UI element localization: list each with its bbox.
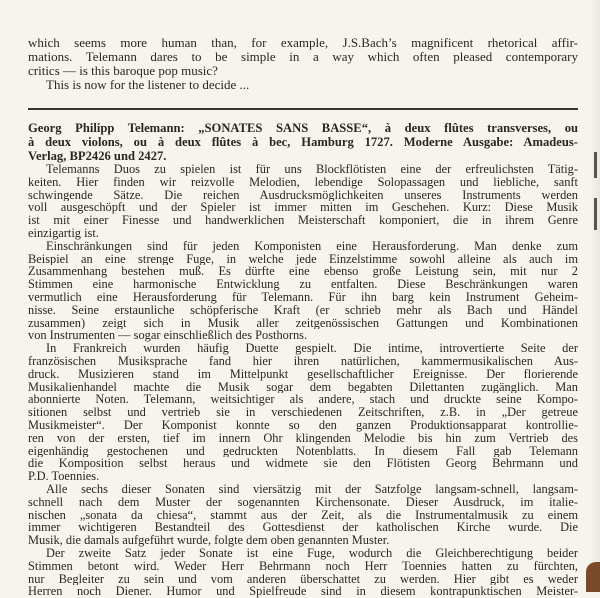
text-line: Beispiel an eine strenge Fuge, in welche jede Einzelstimme sowohl alleine als auch im xyxy=(28,252,578,266)
text-line: französischen Musiksprache fand hier ihren natürlichen, kammermusikalischen Aus- xyxy=(28,354,578,368)
text-line: In Frankreich wurden häufig Duette gespielt. Die intime, introvertierte Seite der xyxy=(46,342,578,355)
text-line: nur Begleiter zu sein und vom anderen überschattet zu werden. Hier gibt es weder xyxy=(28,572,578,586)
text-line: nisse. Seine erstaunliche schöpferische Kraft (er schrieb mehr als Bach und Händel xyxy=(28,303,578,317)
text-line: vermutlich eine Herausforderung für Telemann. Für ihn barg kein Instrument Geheim- xyxy=(28,290,578,304)
page-edge-mark xyxy=(594,152,597,178)
text-line: druck. Musizieren stand im Mittelpunkt gesellschaftlicher Ereignisse. Der florierende xyxy=(28,367,578,381)
binding-corner xyxy=(586,562,600,592)
text-line: Alle sechs dieser Sonaten sind viersätzig mit der Satzfolge langsam-schnell, langsam- xyxy=(46,482,578,496)
text-line: Zusammenhang bestehen muß. Es dürfte eine ebenso große Leistung sein, mit nur 2 xyxy=(28,265,578,279)
text-line: Telemanns Duos zu spielen ist für uns Blockflötisten eine der erfreulichsten Tätig- xyxy=(46,163,578,176)
text-line: schnell nach dem Muster der sogenannten Kirchensonate. Dieser Ausdruck, im italie- xyxy=(28,495,578,509)
section-divider xyxy=(28,108,578,110)
text-line: Musikmeister“. Der Komponist konnte so den ganzen Produktionsapparat kontrollie- xyxy=(28,418,578,432)
text-line: eigenhändig gestochenen und gedruckten Notenblatts. In diesem Fall gab Telemann xyxy=(28,444,578,458)
body-text xyxy=(28,163,578,598)
text-line: This is now for the listener to decide ... xyxy=(46,78,250,92)
work-heading xyxy=(28,121,578,163)
text-line: à deux violons, ou à deux flûtes à bec, Hamburg 1727. Moderne Ausgabe: Amadeus- xyxy=(28,135,578,149)
text-line: nischen „sonata da chiesa“, stammt aus der Zeit, als die Instrumentalmusik zu einem xyxy=(28,508,578,522)
text-line: von Instrumenten — sogar einschließlich des Posthorns. xyxy=(28,329,308,343)
text-line: die Komposition selbst heraus und widmete sie den Flötisten Georg Behrmann und xyxy=(28,457,578,471)
text-line: ren von der ersten, tief im innern Ohr klingenden Melodie bis hin zum Vertrieb des xyxy=(28,431,578,445)
text-line: Herren noch Diener. Humor und Spielfreude sind in diesem kontrapunktischen Meister- xyxy=(28,585,578,598)
text-line: schwingende Sätze. Die reichen Ausdrucksmöglichkeiten unseres Instruments werden xyxy=(28,188,578,202)
text-line: sitionen selbst und vertrieb sie in verschiedenen Zeitschriften, z.B. in „Der getreue xyxy=(28,406,578,419)
text-line: Verlag, BP2426 und 2427. xyxy=(28,149,167,163)
text-line: Der zweite Satz jeder Sonate ist eine Fuge, wodurch die Gleichberechtigung beider xyxy=(46,546,578,560)
page-edge xyxy=(590,0,600,592)
intro-paragraph xyxy=(28,36,578,92)
text-line: ist mit einer Finesse und handwerklichen Meisterschaft komponiert, die in ihrem Genre xyxy=(28,214,578,227)
text-line: keiten. Hier finden wir reizvolle Melodien, lebendige Solopassagen und liebliche, sanft xyxy=(28,175,578,189)
page-edge-mark xyxy=(594,198,597,230)
text-line: immer wichtigeren Bestandteil des Gottesdienst der katholischen Kirche wurde. Die xyxy=(28,521,578,535)
text-line: Musikalienhandel machte die Musik sogar dem begabten Dilettanten zugänglich. Man xyxy=(28,380,578,394)
text-line: which seems more human than, for example, J.S.Bach’s magnificent rhetorical affir- xyxy=(28,36,578,50)
text-line: mations. Telemann dares to be simple in a way which often pleased contemporary xyxy=(28,50,578,64)
text-line: zusammen) zeigt sich in Musik aller zeitgenössischen Gattungen und Kombinationen xyxy=(28,316,578,330)
text-line: einzigartig ist. xyxy=(28,226,99,240)
text-line: abonnierte Noten. Telemann, weitsichtiger als andere, stach und druckte seine Kompo- xyxy=(28,393,578,407)
text-line: voll ausgeschöpft und der Spieler ist immer mitten im Geschehen. Kurz: Diese Musik xyxy=(28,201,578,215)
text-line: Einschränkungen sind für jeden Komponisten eine Herausforderung. Man denke zum xyxy=(46,239,578,253)
text-line: Georg Philipp Telemann: „SONATES SANS BASSE“, à deux flûtes transverses, ou xyxy=(28,121,578,135)
text-line: Stimmen betont wird. Weder Herr Behrmann noch Herr Toennies hatten zu fürchten, xyxy=(28,559,578,573)
text-line: Musik, die damals aufgeführt wurde, folgte dem oben genannten Muster. xyxy=(28,534,390,547)
text-line: Stimmen eine harmonische Entwicklung zu entfalten. Diese Beschränkungen waren xyxy=(28,278,578,291)
text-line: critics — is this baroque pop music? xyxy=(28,64,218,78)
text-line: P.D. Toennies. xyxy=(28,470,100,483)
